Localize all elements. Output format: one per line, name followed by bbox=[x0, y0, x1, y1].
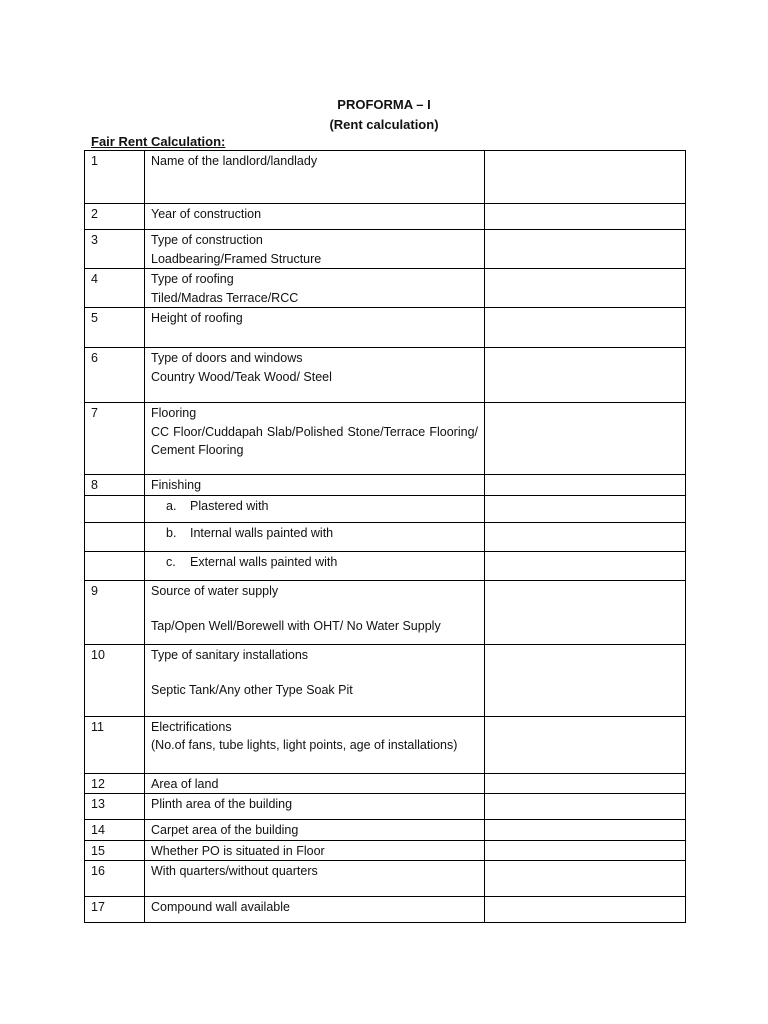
row-number: 8 bbox=[85, 475, 145, 496]
table-row bbox=[85, 269, 686, 308]
row-options: Country Wood/Teak Wood/ Steel bbox=[151, 369, 332, 384]
table-row bbox=[85, 151, 686, 204]
row-number: 11 bbox=[85, 716, 145, 773]
row-value-cell[interactable] bbox=[485, 269, 686, 308]
row-label: Type of sanitary installations bbox=[151, 647, 309, 662]
row-value-cell[interactable] bbox=[485, 580, 686, 644]
row-options: (No.of fans, tube lights, light points, age of installations) bbox=[151, 738, 458, 752]
row-value-cell[interactable] bbox=[485, 794, 686, 820]
row-options: Loadbearing/Framed Structure bbox=[151, 251, 322, 266]
sub-item-cell bbox=[145, 495, 485, 522]
row-label-cell bbox=[145, 403, 485, 475]
row-value-cell[interactable] bbox=[485, 551, 686, 580]
row-number: 6 bbox=[85, 348, 145, 403]
row-value-cell[interactable] bbox=[485, 230, 686, 269]
table-row bbox=[85, 716, 686, 773]
row-label: Height of roofing bbox=[145, 308, 485, 348]
row-value-cell[interactable] bbox=[485, 716, 686, 773]
table-row bbox=[85, 773, 686, 794]
row-value-cell[interactable] bbox=[485, 773, 686, 794]
row-value-cell[interactable] bbox=[485, 495, 686, 522]
sub-item-letter: b. bbox=[166, 525, 177, 540]
table-row bbox=[85, 475, 686, 496]
row-label: Electrifications bbox=[151, 719, 232, 734]
row-label: Name of the landlord/landlady bbox=[145, 151, 485, 204]
document-subtitle: (Rent calculation) bbox=[329, 117, 439, 132]
table-row bbox=[85, 522, 686, 551]
row-number: 5 bbox=[85, 308, 145, 348]
row-value-cell[interactable] bbox=[485, 861, 686, 897]
row-value-cell[interactable] bbox=[485, 475, 686, 496]
row-label: Type of construction bbox=[151, 233, 263, 247]
row-number: 7 bbox=[85, 403, 145, 475]
table-row bbox=[85, 495, 686, 522]
table-row bbox=[85, 897, 686, 923]
row-value-cell[interactable] bbox=[485, 151, 686, 204]
row-number bbox=[85, 495, 145, 522]
row-value-cell[interactable] bbox=[485, 897, 686, 923]
row-label-cell bbox=[145, 580, 485, 644]
row-label: Carpet area of the building bbox=[145, 820, 485, 841]
table-row bbox=[85, 308, 686, 348]
row-value-cell[interactable] bbox=[485, 840, 686, 861]
row-number: 17 bbox=[85, 897, 145, 923]
row-number: 1 bbox=[85, 151, 145, 204]
row-label: Type of roofing bbox=[151, 272, 234, 286]
row-number: 12 bbox=[85, 773, 145, 794]
row-label-cell bbox=[145, 230, 485, 269]
table-row bbox=[85, 580, 686, 644]
row-label: Whether PO is situated in Floor bbox=[145, 840, 485, 861]
row-label-cell bbox=[145, 348, 485, 403]
row-label-cell bbox=[145, 716, 485, 773]
row-value-cell[interactable] bbox=[485, 308, 686, 348]
row-value-cell[interactable] bbox=[485, 644, 686, 716]
row-options: Tap/Open Well/Borewell with OHT/ No Water Supply bbox=[151, 619, 441, 633]
rent-calculation-table bbox=[84, 150, 686, 923]
table-row bbox=[85, 794, 686, 820]
document-title: PROFORMA – I bbox=[337, 97, 431, 112]
table-row bbox=[85, 204, 686, 230]
row-value-cell[interactable] bbox=[485, 403, 686, 475]
row-label: Plastered with bbox=[190, 498, 269, 513]
sub-item-letter: a. bbox=[166, 498, 177, 513]
row-value-cell[interactable] bbox=[485, 820, 686, 841]
table-row bbox=[85, 644, 686, 716]
table-row bbox=[85, 551, 686, 580]
row-number: 10 bbox=[85, 644, 145, 716]
row-number: 4 bbox=[85, 269, 145, 308]
sub-item-cell bbox=[145, 551, 485, 580]
row-label: Internal walls painted with bbox=[190, 525, 334, 540]
row-label: With quarters/without quarters bbox=[145, 861, 485, 897]
row-label: Flooring bbox=[151, 406, 197, 420]
row-options: CC Floor/Cuddapah Slab/Polished Stone/Terrace Flooring/ Cement Flooring bbox=[151, 424, 478, 457]
sub-item-letter: c. bbox=[166, 554, 176, 569]
row-number: 9 bbox=[85, 580, 145, 644]
section-heading: Fair Rent Calculation: bbox=[91, 134, 226, 149]
row-number bbox=[85, 551, 145, 580]
row-number: 3 bbox=[85, 230, 145, 269]
row-label-cell bbox=[145, 644, 485, 716]
row-label: Compound wall available bbox=[145, 897, 485, 923]
row-number: 15 bbox=[85, 840, 145, 861]
row-label: Plinth area of the building bbox=[145, 794, 485, 820]
row-label: Area of land bbox=[145, 773, 485, 794]
row-label: Source of water supply bbox=[151, 583, 279, 598]
row-number: 16 bbox=[85, 861, 145, 897]
sub-item-cell bbox=[145, 522, 485, 551]
table-row bbox=[85, 861, 686, 897]
table-row bbox=[85, 403, 686, 475]
row-value-cell[interactable] bbox=[485, 348, 686, 403]
row-value-cell[interactable] bbox=[485, 204, 686, 230]
row-label-cell bbox=[145, 269, 485, 308]
row-options: Septic Tank/Any other Type Soak Pit bbox=[151, 683, 353, 697]
row-number: 13 bbox=[85, 794, 145, 820]
row-label: Year of construction bbox=[145, 204, 485, 230]
row-number: 2 bbox=[85, 204, 145, 230]
table-row bbox=[85, 840, 686, 861]
row-label: External walls painted with bbox=[190, 554, 338, 569]
row-number: 14 bbox=[85, 820, 145, 841]
row-label: Type of doors and windows bbox=[151, 351, 303, 365]
row-number bbox=[85, 522, 145, 551]
table-row bbox=[85, 230, 686, 269]
row-label: Finishing bbox=[145, 475, 485, 496]
row-options: Tiled/Madras Terrace/RCC bbox=[151, 290, 299, 305]
row-value-cell[interactable] bbox=[485, 522, 686, 551]
table-row bbox=[85, 820, 686, 841]
table-row bbox=[85, 348, 686, 403]
